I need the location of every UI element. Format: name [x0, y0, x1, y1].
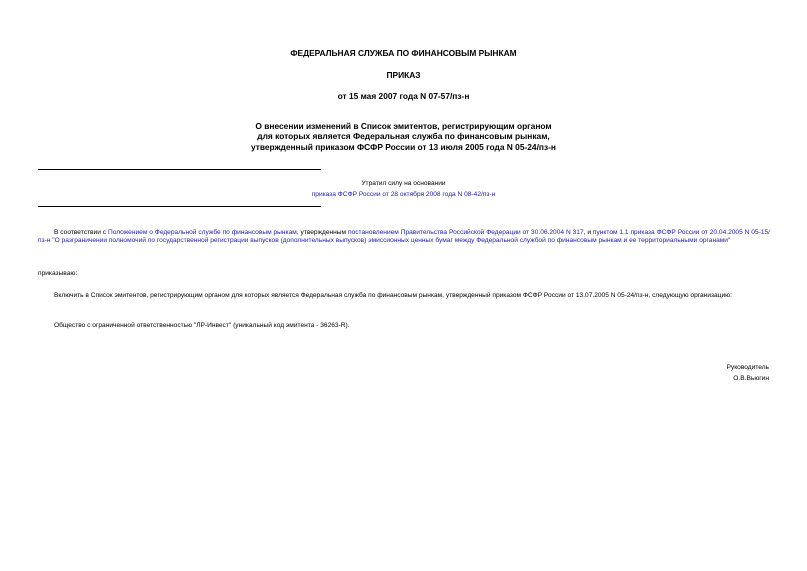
regulation-link[interactable]: Положением о Федеральной службе по финансовым рынкам [107, 229, 297, 236]
status-note [240, 180, 567, 200]
order-clause-link[interactable]: пунктом 1.1 приказа ФСФР России от 20.04.2005 N 05-15/пз-н "О разграничении полномочий по государственной регистрации выпусков (дополнительных выпусков) эмиссионных ценных бумаг между Федеральной службой по финансовым рынкам и ее территориальными органами" [38, 229, 771, 245]
status-note-text: Утратил силу на основании [361, 180, 446, 187]
body-paragraph-2: Общество с ограниченной ответственностью "ЛР-Инвест" (уникальный код эмитента - 36263-R). [54, 322, 350, 329]
preamble-text: , утвержденным [296, 229, 348, 236]
divider-bottom [38, 206, 321, 207]
preamble-text: , и [583, 229, 593, 236]
preamble-paragraph [38, 229, 770, 246]
doc-date-number: от 15 мая 2007 года N 07-57/пз-н [337, 91, 470, 101]
doc-type-heading: ПРИКАЗ [386, 70, 421, 80]
status-note-link[interactable]: приказа ФСФР России от 28 октября 2008 года N 08-42/пз-н [311, 191, 496, 199]
signature-role: Руководитель [726, 364, 769, 371]
doc-title-line: О внесении изменений в Список эмитентов, регистрирующим органом [255, 121, 552, 131]
signature-block [727, 364, 769, 384]
doc-title-line: для которых является Федеральная служба по финансовым рынкам, [257, 131, 550, 142]
signature-name: О.В.Вьюгин [733, 375, 769, 383]
divider-top [38, 169, 321, 170]
doc-title-line: утвержденный приказом ФСФР России от 13 июля 2005 года N 05-24/пз-н [251, 141, 556, 152]
body-paragraph-1: Включить в Список эмитентов, регистрирующим органом для которых является Федеральная служба по финансовым рынкам, утвержденный приказом ФСФР России от 13.07.2005 N 05-24/пз-н, следующую организацию: [54, 292, 732, 299]
preamble-text: В соответствии с [54, 229, 108, 236]
agency-heading: ФЕДЕРАЛЬНАЯ СЛУЖБА ПО ФИНАНСОВЫМ РЫНКАМ [290, 48, 517, 58]
government-decree-link[interactable]: постановлением Правительства Российской Федерации от 30.06.2004 N 317 [347, 229, 584, 236]
order-word: приказываю: [38, 270, 78, 277]
doc-title [0, 121, 807, 152]
